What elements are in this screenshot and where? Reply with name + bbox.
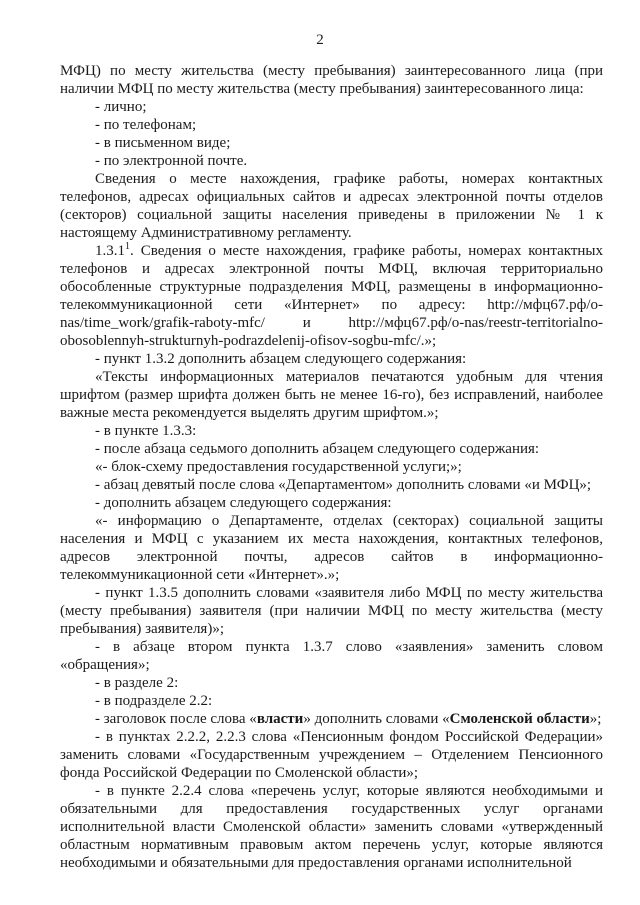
paragraph: - после абзаца седьмого дополнить абзацем следующего содержания: [95, 441, 540, 457]
bold-text: власти [256, 711, 304, 727]
superscript: 1 [125, 241, 130, 252]
paragraph: - в разделе 2: [95, 675, 179, 691]
document-body [60, 62, 603, 872]
list-item: - по телефонам; [95, 117, 197, 133]
text-segment: - заголовок после слова « [95, 711, 257, 727]
paragraph: - в абзаце втором пункта 1.3.7 слово «заявления» заменить словом «обращения»; [60, 639, 603, 673]
bold-text: Смоленской области [449, 711, 590, 727]
paragraph: Сведения о месте нахождения, графике работы, номерах контактных телефонов, адресах официальных сайтов и адресах электронной почты отделов (секторов) социальной защиты населения приведены в приложении № 1 к настоящему Административному регламенту. [60, 171, 603, 241]
paragraph: - в пунктах 2.2.2, 2.2.3 слова «Пенсионным фондом Российской Федерации» заменить словами «Государственным учреждением – Отделением Пенсионного фонда Российской Федерации по Смоленской области»; [60, 729, 603, 781]
paragraph-1-3-1 [60, 242, 603, 350]
list-item: - по электронной почте. [95, 153, 248, 169]
paragraph: - в пункте 2.2.4 слова «перечень услуг, которые являются необходимыми и обязательными для предоставления государственных услуг органами исполнительной власти Смоленской области» заменить словами «утвержденный областным нормативным правовым актом перечень услуг, которые являются необходимыми и обязательными для предоставления органами исполнительной [60, 783, 603, 871]
list-item: - в письменном виде; [95, 135, 231, 151]
paragraph: - в подразделе 2.2: [95, 693, 213, 709]
paragraph: - пункт 1.3.2 дополнить абзацем следующего содержания: [95, 351, 467, 367]
paragraph: - дополнить абзацем следующего содержания: [95, 495, 392, 511]
text-segment: »; [589, 711, 602, 727]
paragraph: «- информацию о Департаменте, отделах (секторах) социальной защиты населения и МФЦ с указанием их места нахождения, контактных телефонов, адресов электронной почты, адресов сайтов в информационно-телекоммуникационной сети «Интернет».»; [60, 513, 603, 583]
clause-number: 1.3.1 [95, 243, 125, 259]
paragraph-heading-change [60, 710, 603, 728]
page-number: 2 [316, 32, 324, 48]
paragraph: «- блок-схему предоставления государственной услуги;»; [95, 459, 462, 475]
paragraph: - пункт 1.3.5 дополнить словами «заявителя либо МФЦ по месту жительства (месту пребывания) заявителя (при наличии МФЦ по месту жительства (месту пребывания) заявителя)»; [60, 585, 603, 637]
clause-text: . Сведения о месте нахождения, графике работы, номерах контактных телефонов и адресах электронной почты МФЦ, включая территориально обособленные структурные подразделения МФЦ, размещены в информационно-телекоммуникационной сети «Интернет» по адресу: http://мфц67.рф/o-nas/time_work/grafik-raboty-mfc/ и http://мфц67.рф/o-nas/reestr-territorialno-obosoblennyh-strukturnyh-podrazdelenij-ofisov-sogbu-mfc/.»; [60, 243, 603, 349]
paragraph: - в пункте 1.3.3: [95, 423, 197, 439]
paragraph: - абзац девятый после слова «Департаментом» дополнить словами «и МФЦ»; [95, 477, 592, 493]
paragraph: «Тексты информационных материалов печатаются удобным для чтения шрифтом (размер шрифта должен быть не менее 16-го), без исправлений, наиболее важные места рекомендуется выделять другим шрифтом.»; [60, 369, 603, 421]
list-item: - лично; [95, 99, 147, 115]
paragraph-continuation: МФЦ) по месту жительства (месту пребывания) заинтересованного лица (при наличии МФЦ по месту жительства (месту пребывания) заинтересованного лица: [60, 63, 603, 97]
text-segment: » дополнить словами « [303, 711, 450, 727]
